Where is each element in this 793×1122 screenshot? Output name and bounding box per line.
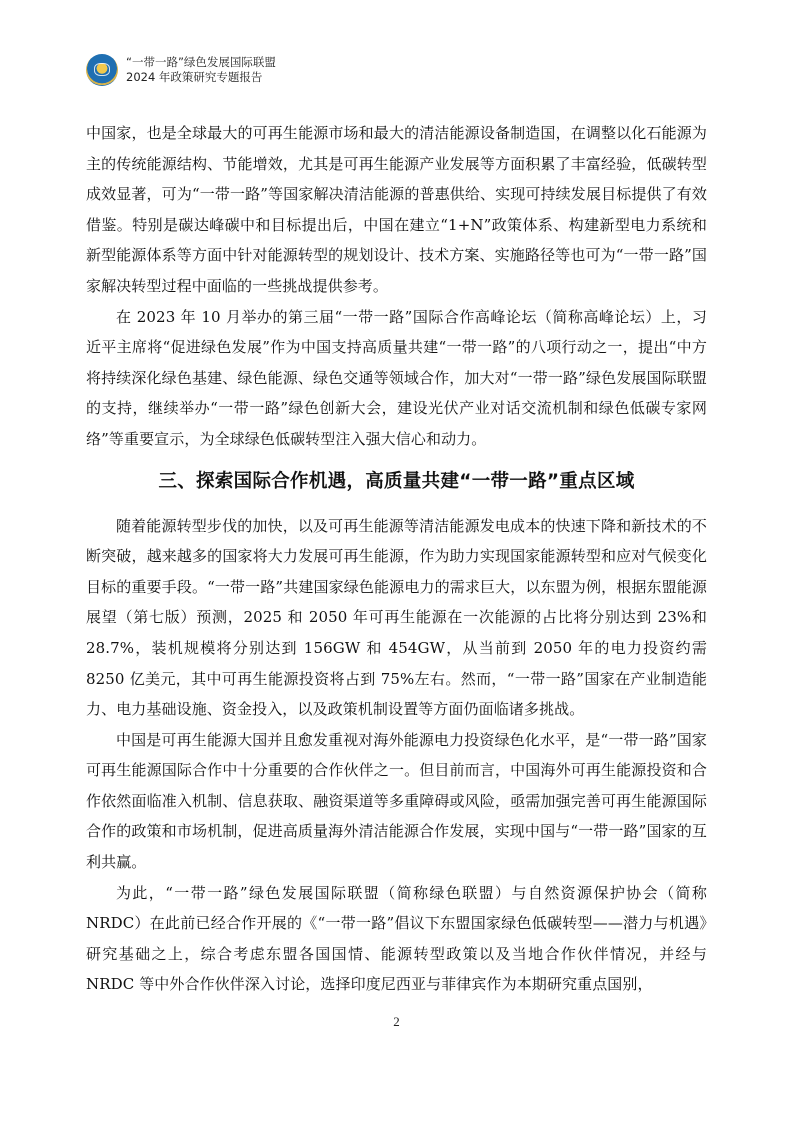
header-subtitle: 2024 年政策研究专题报告 [126,70,263,84]
header-text [126,55,276,85]
page-header [86,52,276,88]
page-body [86,118,707,1000]
alliance-logo-icon [86,54,118,86]
paragraph: 随着能源转型步伐的加快，以及可再生能源等清洁能源发电成本的快速下降和新技术的不断突破，越来越多的国家将大力发展可再生能源，作为助力实现国家能源转型和应对气候变化目标的重要手段。“一带一路”共建国家绿色能源电力的需求巨大，以东盟为例，根据东盟能源展望（第七版）预测，2025 和 2050 年可再生能源在一次能源的占比将分别达到 23%和 28.7%，装机规模将分别达到 156GW 和 454GW，从当前到 2050 年的电力投资约需 8250 亿美元，其中可再生能源投资将占到 75%左右。然而，“一带一路”国家在产业制造能力、电力基础设施、资金投入，以及政策机制设置等方面仍面临诸多挑战。 [86,516,707,719]
paragraph-continued: 中国家，也是全球最大的可再生能源市场和最大的清洁能源设备制造国，在调整以化石能源为主的传统能源结构、节能增效，尤其是可再生能源产业发展等方面积累了丰富经验，低碳转型成效显著，可为“一带一路”等国家解决清洁能源的普惠供给、实现可持续发展目标提供了有效借鉴。特别是碳达峰碳中和目标提出后，中国在建立“1+N”政策体系、构建新型电力系统和新型能源体系等方面中针对能源转型的规划设计、技术方案、实施路径等也可为“一带一路”国家解决转型过程中面临的一些挑战提供参考。 [86,124,707,295]
paragraph: 中国是可再生能源大国并且愈发重视对海外能源电力投资绿色化水平，是“一带一路”国家可再生能源国际合作中十分重要的合作伙伴之一。但目前而言，中国海外可再生能源投资和合作依然面临准入机制、信息获取、融资渠道等多重障碍或风险，亟需加强完善可再生能源国际合作的政策和市场机制，促进高质量海外清洁能源合作发展，实现中国与“一带一路”国家的互利共赢。 [86,730,707,872]
section-heading: 三、探索国际合作机遇，高质量共建“一带一路”重点区域 [158,470,635,492]
paragraph: 在 2023 年 10 月举办的第三届“一带一路”国际合作高峰论坛（简称高峰论坛）上，习近平主席将“促进绿色发展”作为中国支持高质量共建“一带一路”的八项行动之一，提出“中方将持续深化绿色基建、绿色能源、绿色交通等领域合作，加大对“一带一路”绿色发展国际联盟的支持，继续举办“一带一路”绿色创新大会，建设光伏产业对话交流机制和绿色低碳专家网络”等重要宣示，为全球绿色低碳转型注入强大信心和动力。 [86,307,707,448]
paragraph: 为此，“一带一路”绿色发展国际联盟（简称绿色联盟）与自然资源保护协会（简称 NRDC）在此前已经合作开展的《“一带一路”倡议下东盟国家绿色低碳转型——潜力与机遇》研究基础之上，综合考虑东盟各国国情、能源转型政策以及当地合作伙伴情况，并经与 NRDC 等中外合作伙伴深入讨论，选择印度尼西亚与菲律宾作为本期研究重点国别， [86,883,707,994]
header-title: “一带一路”绿色发展国际联盟 [126,55,276,69]
page-number: 2 [393,1014,400,1029]
